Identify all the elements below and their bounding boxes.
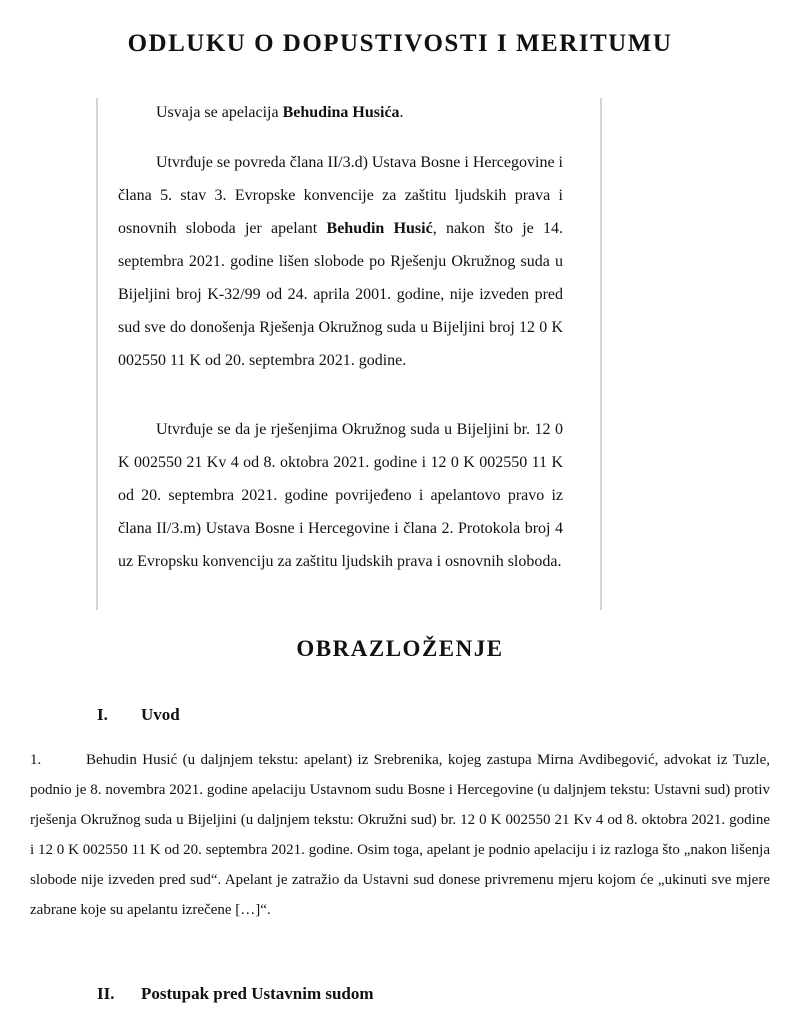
appellant-name: Behudin Husić [326, 220, 433, 237]
section-heading-introduction [97, 705, 180, 725]
decision-paragraph-1-end: . [399, 104, 404, 121]
paragraph-text: Behudin Husić (u daljnjem tekstu: apelant) iz Srebrenika, kojeg zastupa Mirna Avdibegović, advokat iz Tuzle, podnio je 8. novembra 2021. godine apelaciju Ustavnom sudu Bosne i Hercegovine (u daljnjem tekstu: Ustavni sud) protiv rješenja Okružnog suda u Bijeljini (u daljnjem tekstu: Okružni sud) br. 12 0 K 002550 21 Kv 4 od 8. oktobra 2021. godine i 12 0 K 002550 11 K od 20. septembra 2021. godine. Osim toga, apelant je podnio apelaciju i iz razloga što „nakon lišenja slobode nije izveden pred sud“. Apelant je zatražio da Ustavni sud donese privremenu mjeru kojom će „ukinuti sve mjere zabrane koje su apelantu izrečene […]“. [30, 752, 770, 918]
section-number: II. [97, 984, 115, 1003]
decision-paragraph-2-end: , nakon što je 14. septembra 2021. godine lišen slobode po Rješenju Okružnog suda u Bijeljini broj K-32/99 od 24. aprila 2001. godine, nije izveden pred sud sve do donošenja Rješenja Okružnog suda u Bijeljini broj 12 0 K 002550 11 K od 20. septembra 2021. godine. [118, 220, 564, 369]
section-number: I. [97, 705, 108, 724]
decision-title: ODLUKU O DOPUSTIVOSTI I MERITUMU [127, 30, 673, 57]
decision-paragraph-3: Utvrđuje se da je rješenjima Okružnog suda u Bijeljini br. 12 0 K 002550 21 Kv 4 od 8. oktobra 2021. godine i 12 0 K 002550 11 K od 20. septembra 2021. godine povrijeđeno i apelantovo pravo iz člana II/3.m) Ustava Bosne i Hercegovine i člana 2. Protokola broj 4 uz Evropsku konvenciju za zaštitu ljudskih prava i osnovnih sloboda. [118, 421, 563, 570]
appellant-name: Behudina Husića [282, 104, 400, 121]
section-heading-proceedings [97, 984, 374, 1004]
reasoning-title: OBRAZLOŽENJE [296, 636, 504, 661]
decision-paragraph-1 [118, 96, 563, 129]
section-title: Uvod [141, 705, 180, 724]
paragraph-number: 1. [30, 752, 42, 768]
body-paragraph-1 [30, 745, 770, 925]
decision-paragraph-1-text: Usvaja se apelacija [156, 104, 283, 121]
section-title: Postupak pred Ustavnim sudom [141, 984, 374, 1003]
decision-paragraph-2-text: Utvrđuje se povreda člana II/3.d) Ustava Bosne i Hercegovine i člana 5. stav 3. Evropske konvencije za zaštitu ljudskih prava i osnovnih sloboda jer apelant [118, 154, 563, 237]
decision-paragraph-2 [118, 146, 563, 377]
